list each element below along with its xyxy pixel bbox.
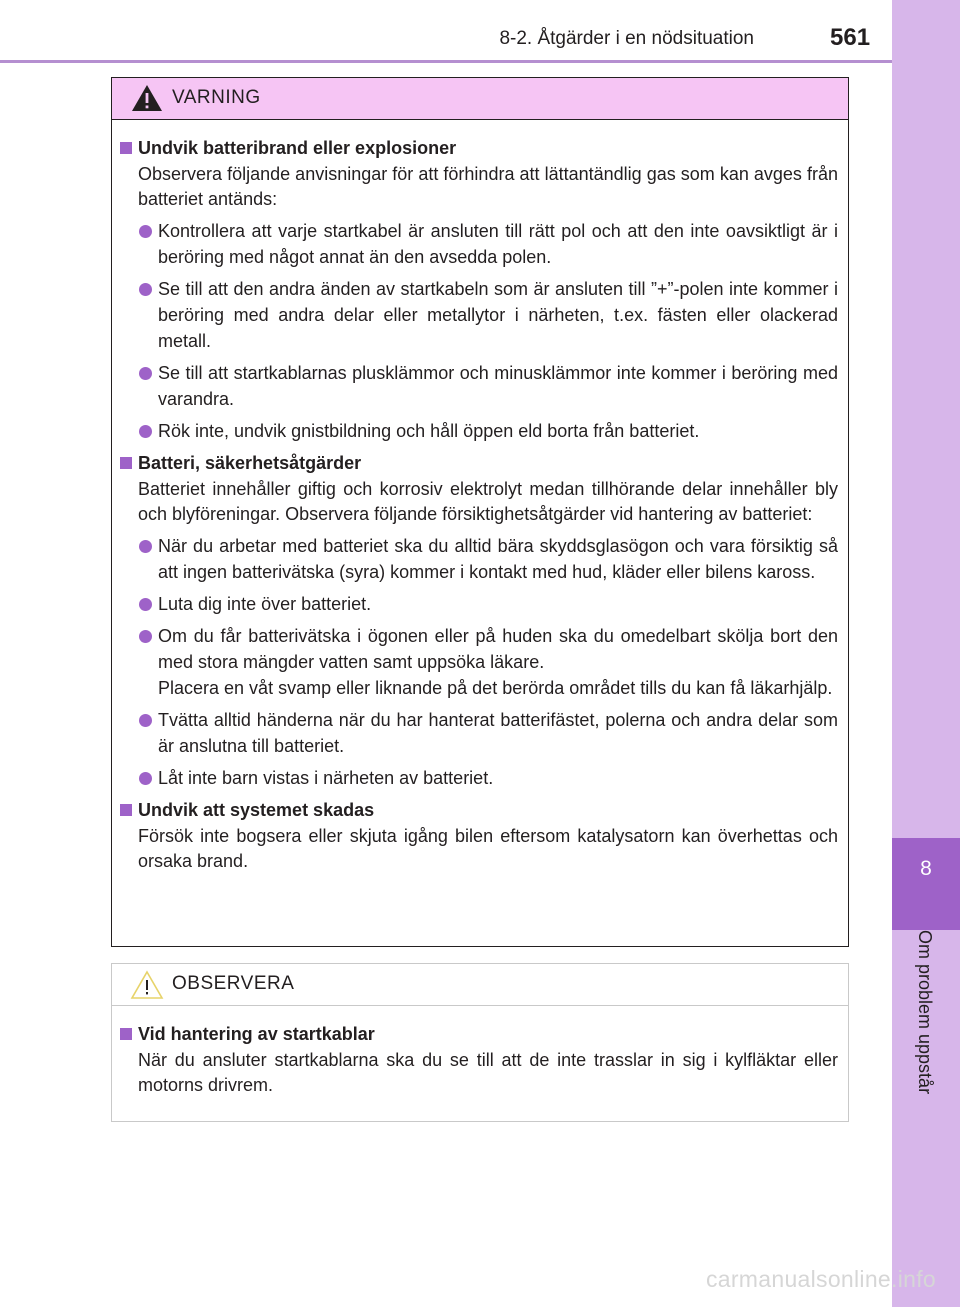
page-number: 561: [830, 24, 871, 51]
warning-content: [112, 120, 848, 874]
round-bullet-icon: [139, 425, 152, 438]
caution-triangle-icon: [130, 969, 164, 1001]
section-heading: [120, 797, 838, 824]
chapter-label-wrap: [893, 930, 959, 1150]
bullet-text: Placera en våt svamp eller liknande på det berörda området tills du kan få läkarhjälp.: [158, 678, 833, 698]
bullet-text: Se till att startkablarnas plusklämmor och minusklämmor inte kommer i beröring med varandra.: [158, 363, 838, 409]
bullet-item: [120, 623, 838, 701]
bullet-item: [120, 360, 838, 412]
round-bullet-icon: [139, 772, 152, 785]
square-bullet-icon: [120, 1028, 132, 1040]
bullet-text: Om du får batterivätska i ögonen eller på huden ska du omedelbart skölja bort den med stora mängder vatten samt uppsöka läkare.: [158, 626, 838, 672]
warning-label: VARNING: [172, 87, 261, 108]
notice-label: OBSERVERA: [172, 973, 295, 994]
square-bullet-icon: [120, 804, 132, 816]
bullet-text: Rök inte, undvik gnistbildning och håll öppen eld borta från batteriet.: [158, 421, 700, 441]
chapter-number: 8: [920, 857, 932, 880]
bullet-item: [120, 591, 838, 617]
section-paragraph: Observera följande anvisningar för att förhindra att lättantändlig gas som kan avges från batteriet antänds:: [138, 164, 838, 209]
section-heading: [120, 135, 838, 162]
bullet-text: Låt inte barn vistas i närheten av batteriet.: [158, 768, 494, 788]
round-bullet-icon: [139, 283, 152, 296]
watermark: carmanualsonline.info: [705, 1266, 936, 1292]
bullet-text: Se till att den andra änden av startkabeln som är ansluten till ”+”-polen inte kommer i beröring med andra delar eller metallytor i närheten, t.ex. fästen eller olackerad metall.: [158, 279, 838, 351]
warning-triangle-icon: [130, 83, 164, 113]
round-bullet-icon: [139, 225, 152, 238]
notice-header: [112, 964, 848, 1006]
section-heading: [120, 450, 838, 477]
bullet-text: Kontrollera att varje startkabel är ansluten till rätt pol och att den inte oavsiktligt är i beröring med något annat än den avsedda polen.: [158, 221, 838, 267]
bullet-item: [120, 765, 838, 791]
round-bullet-icon: [139, 714, 152, 727]
bullet-item: [120, 707, 838, 759]
section-paragraph: Försök inte bogsera eller skjuta igång bilen eftersom katalysatorn kan överhettas och orsaka brand.: [138, 826, 838, 871]
notice-content: [112, 1006, 848, 1098]
section-paragraph: När du ansluter startkablarna ska du se till att de inte trasslar in sig i kylfläktar eller motorns drivrem.: [138, 1050, 838, 1095]
chapter-number-tab: [892, 838, 960, 930]
square-bullet-icon: [120, 457, 132, 469]
warning-box: [111, 77, 849, 947]
bullet-text: Luta dig inte över batteriet.: [158, 594, 372, 614]
chapter-label: Om problem uppstår: [915, 930, 935, 1095]
bullet-item: [120, 418, 838, 444]
section-heading-text: Undvik att systemet skadas: [138, 800, 375, 820]
section-heading: [120, 1021, 838, 1048]
section-heading-text: Vid hantering av startkablar: [138, 1024, 375, 1044]
round-bullet-icon: [139, 367, 152, 380]
header-rule: [0, 60, 892, 63]
round-bullet-icon: [139, 598, 152, 611]
section-heading-text: Undvik batteribrand eller explosioner: [138, 138, 457, 158]
round-bullet-icon: [139, 540, 152, 553]
bullet-text: Tvätta alltid händerna när du har hanterat batterifästet, polerna och andra delar som är anslutna till batteriet.: [158, 710, 838, 756]
bullet-item: [120, 218, 838, 270]
section-title: 8-2. Åtgärder i en nödsituation: [499, 28, 754, 49]
section-paragraph: Batteriet innehåller giftig och korrosiv elektrolyt medan tillhörande delar innehåller bly och blyföreningar. Observera följande försiktighetsåtgärder vid hantering av batteriet:: [138, 479, 838, 524]
notice-box: [111, 963, 849, 1122]
bullet-item: [120, 276, 838, 354]
bullet-item: [120, 533, 838, 585]
section-heading-text: Batteri, säkerhetsåtgärder: [138, 453, 362, 473]
warning-header: [112, 78, 848, 120]
square-bullet-icon: [120, 142, 132, 154]
bullet-text: När du arbetar med batteriet ska du alltid bära skyddsglasögon och vara försiktig så att ingen batterivätska (syra) kommer i kontakt med hud, kläder eller bilens kaross.: [158, 536, 838, 582]
round-bullet-icon: [139, 630, 152, 643]
